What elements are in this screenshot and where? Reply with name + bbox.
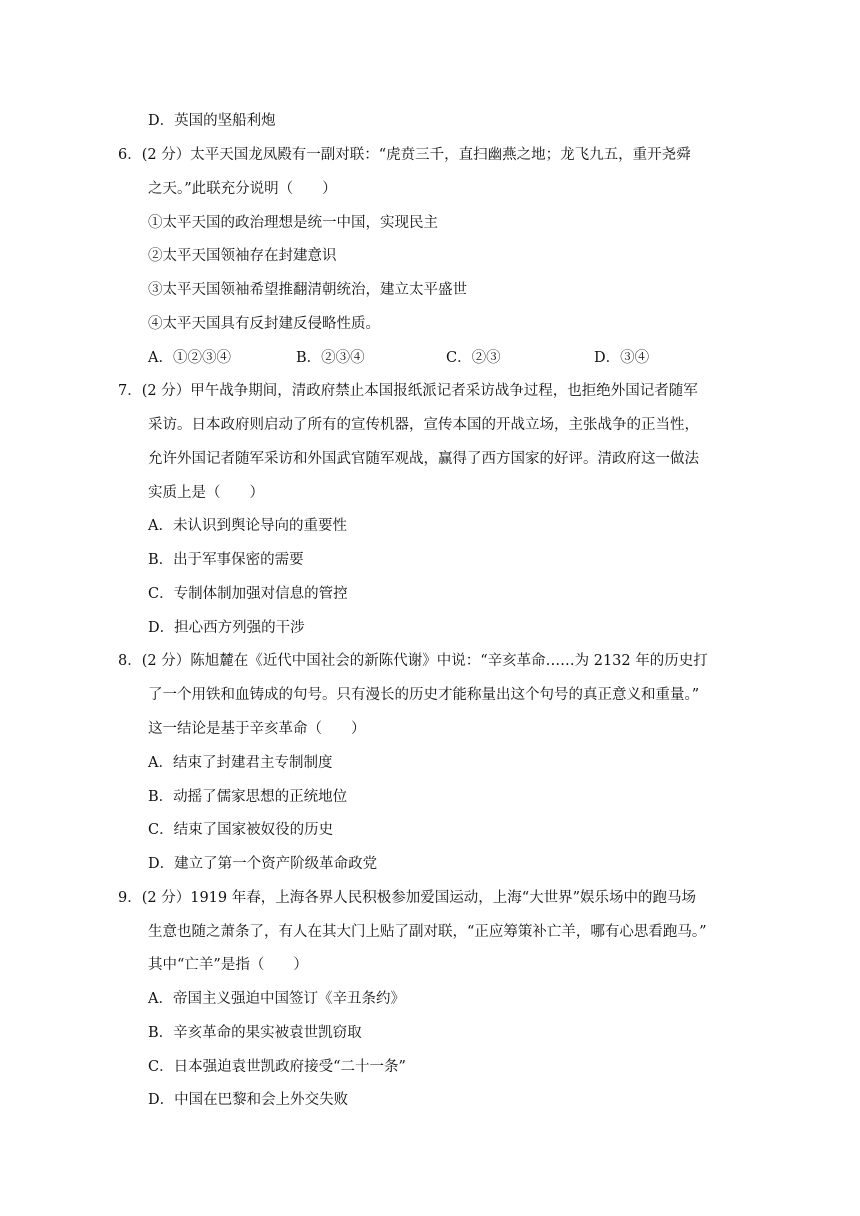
q8-option-a: A．结束了封建君主专制制度 [148, 755, 333, 771]
q6-stem-line-1: 6．(2 分）太平天国龙凤殿有一副对联：“虎贲三千，直扫幽燕之地；龙飞九五，重开尧舜 [118, 147, 691, 163]
q6-option-b: B．②③④ [296, 350, 365, 366]
q6-option-d: D．③④ [594, 350, 650, 366]
q7-option-c: C．专制体制加强对信息的管控 [148, 586, 348, 602]
q8-stem-line-1: 8．(2 分）陈旭麓在《近代中国社会的新陈代谢》中说：“辛亥革命……为 2132 年的历史打 [118, 653, 708, 669]
q9-stem-line-1: 9．(2 分）1919 年春，上海各界人民积极参加爱国运动，上海“大世界”娱乐场中的跑马场 [118, 890, 697, 906]
q7-stem-line-3: 允许外国记者随军采访和外国武官随军观战，赢得了西方国家的好评。清政府这一做法 [148, 451, 699, 467]
q9-option-c: C．日本强迫袁世凯政府接受“二十一条” [148, 1059, 406, 1075]
q7-option-a: A．未认识到舆论导向的重要性 [148, 518, 347, 534]
q6-option-a: A．①②③④ [148, 350, 231, 366]
q8-option-d: D．建立了第一个资产阶级革命政党 [148, 856, 378, 872]
q9-option-d: D．中国在巴黎和会上外交失败 [148, 1092, 349, 1108]
q7-option-d: D．担心西方列强的干涉 [148, 620, 305, 636]
q6-option-c: C．②③ [446, 350, 501, 366]
q6-item-4: ④太平天国具有反封建反侵略性质。 [148, 316, 380, 332]
q6-item-2: ②太平天国领袖存在封建意识 [148, 248, 337, 264]
q9-option-b: B．辛亥革命的果实被袁世凯窃取 [148, 1025, 362, 1041]
q5-option-d: D．英国的坚船利炮 [148, 113, 276, 129]
q7-stem-line-2: 采访。日本政府则启动了所有的宣传机器，宣传本国的开战立场，主张战争的正当性， [148, 417, 699, 433]
q9-stem-line-2: 生意也随之萧条了，有人在其大门上贴了副对联，“正应筹策补亡羊，哪有心思看跑马。” [148, 924, 707, 940]
q6-item-3: ③太平天国领袖希望推翻清朝统治，建立太平盛世 [148, 282, 467, 298]
q8-option-b: B．动摇了儒家思想的正统地位 [148, 789, 348, 805]
q9-stem-line-3: 其中“亡羊”是指（ ） [148, 957, 308, 973]
q8-stem-line-2: 了一个用铁和血铸成的句号。只有漫长的历史才能称量出这个句号的真正意义和重量。” [148, 687, 700, 703]
q7-option-b: B．出于军事保密的需要 [148, 552, 304, 568]
q7-stem-line-4: 实质上是（ ） [148, 485, 264, 501]
q6-stem-line-2: 之天。”此联充分说明（ ） [148, 181, 337, 197]
q7-stem-line-1: 7．(2 分）甲午战争期间，清政府禁止本国报纸派记者采访战争过程，也拒绝外国记者随军 [118, 383, 698, 399]
q8-option-c: C．结束了国家被奴役的历史 [148, 822, 334, 838]
q8-stem-line-3: 这一结论是基于辛亥革命（ ） [148, 721, 366, 737]
q6-item-1: ①太平天国的政治理想是统一中国，实现民主 [148, 215, 438, 231]
q9-option-a: A．帝国主义强迫中国签订《辛丑条约》 [148, 991, 405, 1007]
